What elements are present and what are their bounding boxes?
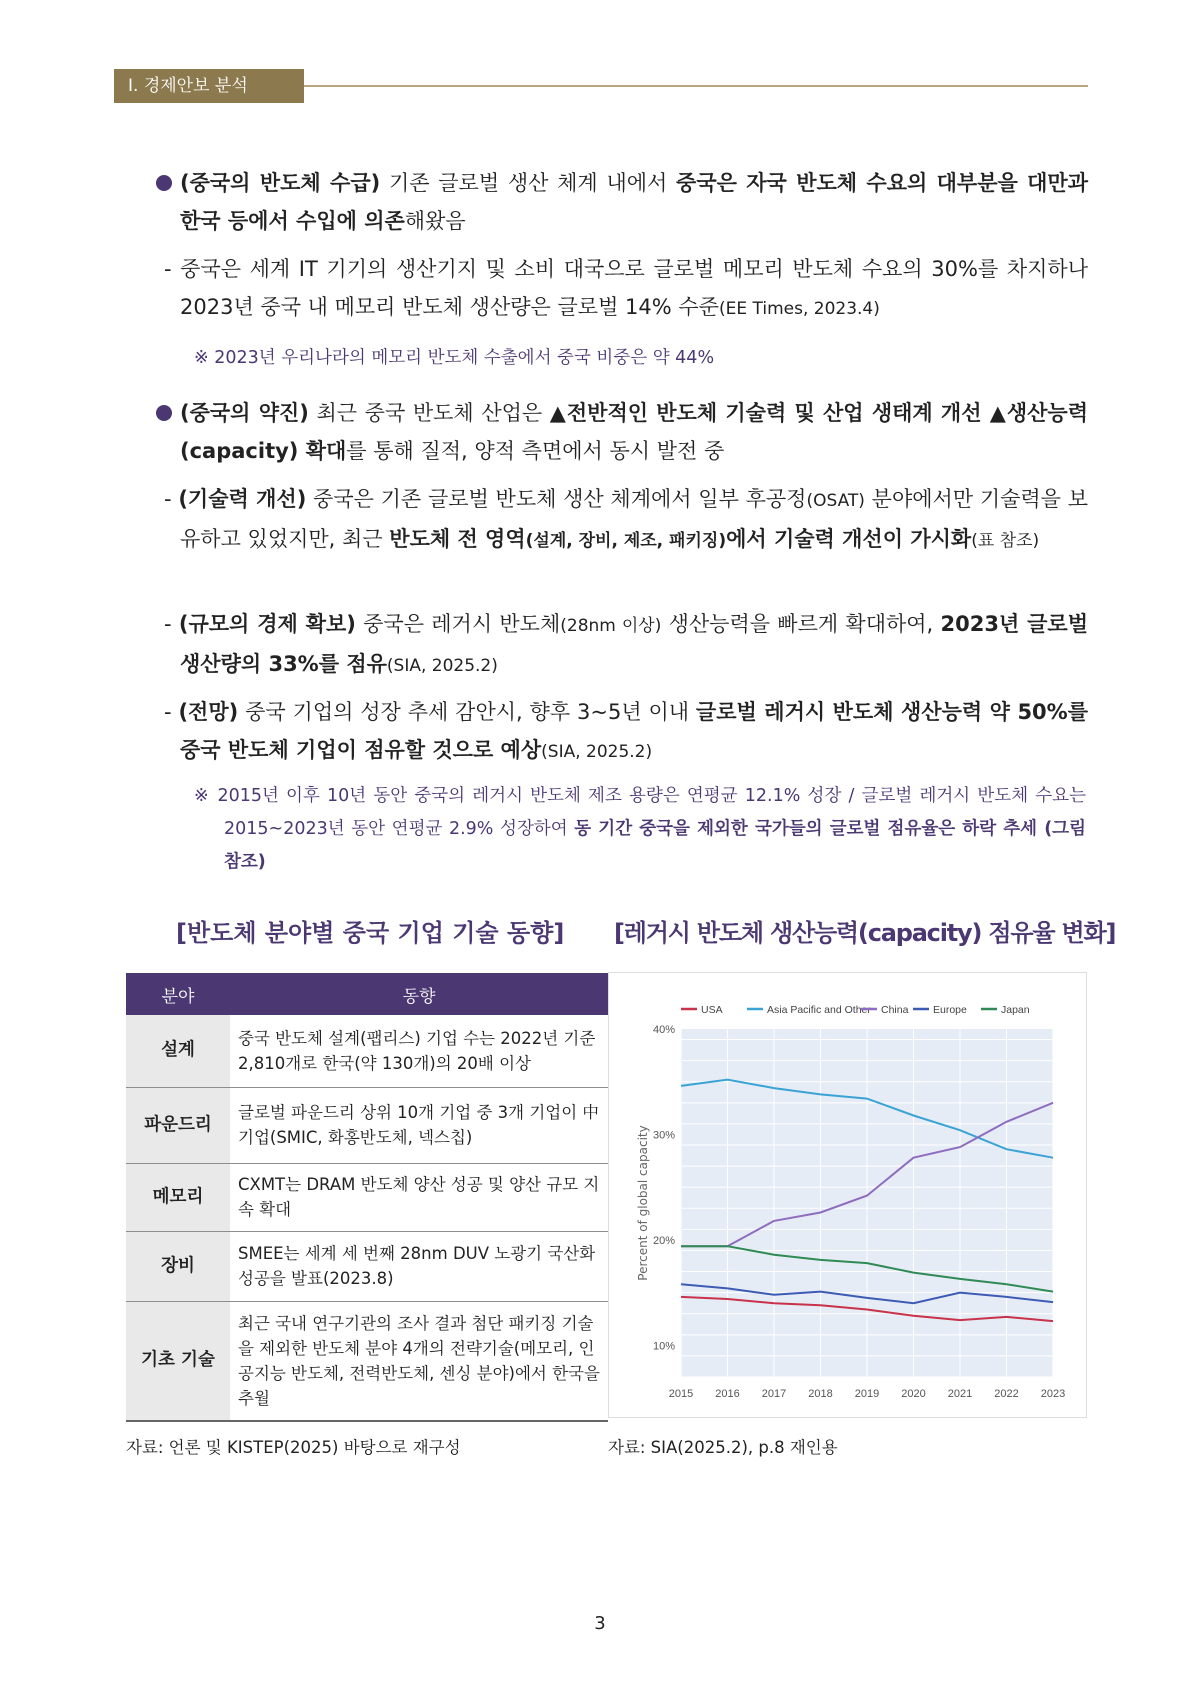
legend-label: China [881, 1004, 909, 1016]
sub-text: 생산능력을 빠르게 확대하여, [661, 612, 941, 636]
table-cell-trend: SMEE는 세계 세 번째 28nm DUV 노광기 국산화 성공을 발표(2023.8) [230, 1231, 608, 1301]
legend-label: Asia Pacific and Other [767, 1004, 871, 1016]
bullet-dot-icon [156, 405, 172, 421]
sub-citation: (SIA, 2025.2) [541, 742, 653, 762]
sub-dash: - [164, 700, 179, 724]
page-number: 3 [594, 1613, 606, 1634]
bullet-text: 최근 중국 반도체 산업은 [308, 401, 550, 425]
x-tick-label: 2016 [715, 1388, 740, 1400]
bullet-bold-text: ▲전반적인 반도체 기술력 및 산업 생태계 개선 ▲생산능력(capacity) 확대 [180, 401, 1088, 463]
bullet-china-rise [158, 394, 1088, 470]
bullet-bold-text: 중국은 자국 반도체 수요의 대부분을 대만과 한국 등에서 수입에 의존 [180, 171, 1089, 233]
chart-title: [레거시 반도체 생산능력(capacity) 점유율 변화] [614, 919, 1116, 947]
bullet-heading: (중국의 반도체 수급) [180, 171, 381, 195]
table-row [126, 1231, 608, 1301]
sub-text: 중국 기업의 성장 추세 감안시, 향후 3~5년 이내 [238, 700, 696, 724]
sub-memory-demand [158, 250, 1088, 328]
sub-bold-small: (설계, 장비, 제조, 패키징) [525, 531, 727, 551]
col-header-trend: 동향 [230, 973, 608, 1015]
sub-heading: (규모의 경제 확보) [178, 612, 356, 636]
note-export-share [194, 342, 1084, 375]
bullet-text-end: 를 통해 질적, 양적 측면에서 동시 발전 중 [346, 439, 725, 463]
bullet-text: 기존 글로벌 생산 체계 내에서 [380, 171, 677, 195]
legend-label: USA [701, 1004, 723, 1016]
sub-text: 중국은 기존 글로벌 반도체 생산 체계에서 일부 후공정 [306, 487, 807, 511]
sub-dash: - [164, 612, 179, 636]
x-tick-label: 2023 [1040, 1388, 1066, 1400]
table-cell-trend: 글로벌 파운드리 상위 10개 기업 중 3개 기업이 中 기업(SMIC, 화홍반도체, 넥스칩) [230, 1087, 608, 1163]
chart-source: 자료: SIA(2025.2), p.8 재인용 [608, 1438, 838, 1457]
table-cell-trend: 중국 반도체 설계(팹리스) 기업 수는 2022년 기준 2,810개로 한국(약 130개)의 20배 이상 [230, 1015, 608, 1087]
note-legacy-growth [194, 780, 1086, 879]
sub-small: (표 참조) [971, 531, 1040, 551]
chart-svg [609, 973, 1086, 1417]
x-tick-label: 2020 [901, 1388, 926, 1400]
sub-tech-improvement [158, 480, 1088, 560]
table-header-row [126, 973, 608, 1015]
col-header-field: 분야 [126, 973, 230, 1015]
table-cell-field: 메모리 [126, 1163, 230, 1231]
table-cell-field: 설계 [126, 1015, 230, 1087]
sub-text: - 중국은 세계 IT 기기의 생산기지 및 소비 대국으로 글로벌 메모리 반도체 수요의 30%를 차지하나 2023년 중국 내 메모리 반도체 생산량은 글로벌 14% 수준 [164, 257, 1088, 319]
header-divider [304, 85, 1088, 87]
y-tick-label: 10% [652, 1340, 675, 1353]
sub-small: (OSAT) [806, 491, 865, 511]
section-tag: Ⅰ. 경제안보 분석 [114, 69, 304, 103]
bullet-china-supply [158, 164, 1088, 240]
note-bold: 동 기간 중국을 제외한 국가들의 글로벌 점유율은 하락 추세 (그림 참조) [224, 819, 1086, 872]
sub-citation: (EE Times, 2023.4) [718, 299, 880, 319]
y-axis-label: Percent of global capacity [636, 1125, 650, 1281]
bullet-dot-icon [156, 175, 172, 191]
y-tick-label: 40% [652, 1024, 675, 1036]
table-row [126, 1163, 608, 1231]
sub-small: (28nm 이상) [560, 616, 662, 636]
sub-citation: (SIA, 2025.2) [386, 656, 498, 676]
table-row [126, 1015, 608, 1087]
sub-bold: 반도체 전 영역 [389, 527, 526, 551]
sub-outlook [158, 693, 1088, 771]
x-tick-label: 2021 [947, 1388, 973, 1400]
x-tick-label: 2015 [668, 1388, 694, 1400]
table-row [126, 1087, 608, 1163]
table-cell-trend: 최근 국내 연구기관의 조사 결과 첨단 패키징 기술을 제외한 반도체 분야 4개의 전략기술(메모리, 인공지능 반도체, 전력반도체, 센싱 분야)에서 한국을 추월 [230, 1301, 608, 1421]
note-text: ※ 2023년 우리나라의 메모리 반도체 수출에서 중국 비중은 약 44% [194, 348, 715, 368]
sub-dash: - [164, 487, 179, 511]
legend-label: Japan [1001, 1004, 1030, 1016]
table-row [126, 1301, 608, 1421]
table-cell-field: 기초 기술 [126, 1301, 230, 1421]
table-source: 자료: 언론 및 KISTEP(2025) 바탕으로 재구성 [126, 1438, 461, 1457]
table-title: [반도체 분야별 중국 기업 기술 동향] [176, 919, 565, 947]
sub-bold: 2023년 글로벌 생산량의 33%를 점유 [180, 612, 1089, 676]
y-tick-label: 20% [652, 1234, 675, 1247]
sub-text: 분야에서만 기술력을 보유하고 있었지만, 최근 [180, 487, 1088, 551]
sub-heading: (기술력 개선) [178, 487, 307, 511]
table-cell-field: 장비 [126, 1231, 230, 1301]
table-cell-field: 파운드리 [126, 1087, 230, 1163]
x-tick-label: 2022 [994, 1388, 1019, 1400]
sub-text: 중국은 레거시 반도체 [355, 612, 561, 636]
legend-label: Europe [933, 1004, 967, 1016]
x-tick-label: 2019 [854, 1388, 880, 1400]
sub-economies-scale [158, 605, 1088, 685]
table-cell-trend: CXMT는 DRAM 반도체 양산 성공 및 양산 규모 지속 확대 [230, 1163, 608, 1231]
bullet-text-end: 해왔음 [404, 209, 466, 233]
bullet-heading: (중국의 약진) [180, 401, 309, 425]
note-text: ※ 2015년 이후 10년 동안 중국의 레거시 반도체 제조 용량은 연평균 12.1% 성장 / 글로벌 레거시 반도체 수요는 2015~2023년 동안 연평균 2.9% 성장하여 [194, 786, 1086, 839]
y-tick-label: 30% [652, 1129, 675, 1142]
x-tick-label: 2018 [808, 1388, 833, 1400]
x-tick-label: 2017 [761, 1388, 787, 1400]
capacity-share-chart [608, 972, 1087, 1418]
sub-heading: (전망) [178, 700, 239, 724]
sub-bold: 글로벌 레거시 반도체 생산능력 약 50%를 중국 반도체 기업이 점유할 것으로 예상 [180, 700, 1088, 762]
sub-bold: 에서 기술력 개선이 가시화 [726, 527, 972, 551]
tech-trend-table [126, 973, 608, 1422]
